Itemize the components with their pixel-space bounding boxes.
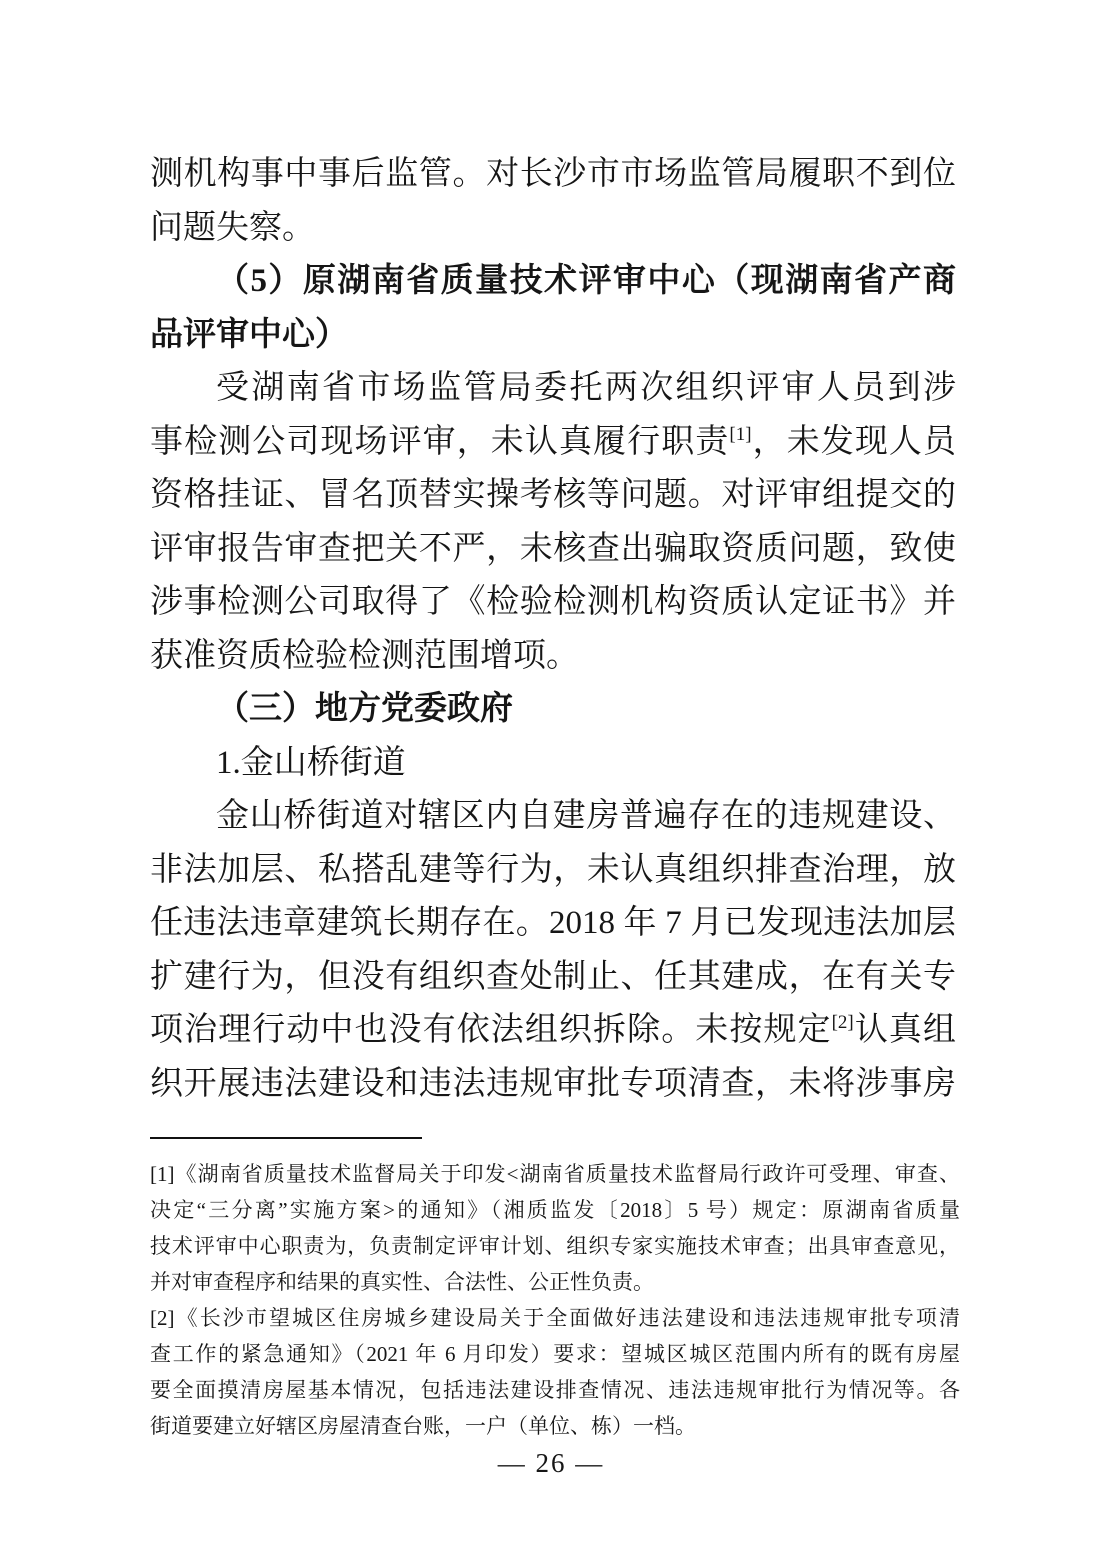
body-line-with-footnote-ref: [150, 1004, 956, 1058]
footnote-ref-2: [2]: [831, 1012, 854, 1033]
footnote-line: 并对审查程序和结果的真实性、合法性、公正性负责。: [150, 1270, 654, 1294]
body-line: 资格挂证、冒名顶替实操考核等问题。对评审组提交的: [150, 477, 956, 513]
footnote-line: 查工作的紧急通知》（2021 年 6 月印发）要求：望城区城区范围内所有的既有房屋: [150, 1342, 960, 1366]
footnote-ref-1: [1]: [729, 423, 752, 445]
body-line: 金山桥街道对辖区内自建房普遍存在的违规建设、: [216, 798, 956, 834]
footnote-line: 要全面摸清房屋基本情况，包括违法建设排查情况、违法违规审批行为情况等。各: [150, 1378, 960, 1402]
page-number: — 26 —: [497, 1448, 605, 1478]
footnote-line: 街道要建立好辖区房屋清查台账，一户（单位、栋）一档。: [150, 1414, 696, 1438]
body-line: 受湖南省市场监管局委托两次组织评审人员到涉: [216, 370, 956, 406]
body-line: 获准资质检验检测范围增项。: [150, 637, 579, 674]
body-line: 涉事检测公司取得了《检验检测机构资质认定证书》并: [150, 584, 956, 620]
body-line: 评审报告审查把关不严，未核查出骗取资质问题，致使: [150, 530, 956, 567]
footnotes-block: [150, 1156, 960, 1444]
body-line: 测机构事中事后监管。对长沙市市场监管局履职不到位: [150, 156, 956, 192]
body-line-text: ，未发现人员: [751, 423, 957, 460]
body-text-block: [150, 148, 956, 1111]
body-line: 扩建行为，但没有组织查处制止、任其建成，在有关专: [150, 958, 956, 995]
footnote-line: 决定“三分离”实施方案>的通知》（湘质监发〔2018〕5 号）规定：原湖南省质量: [150, 1198, 960, 1222]
footnote-line: [1]《湖南省质量技术监督局关于印发<湖南省质量技术监督局行政许可受理、审查、: [150, 1162, 960, 1186]
body-line: 非法加层、私搭乱建等行为，未认真组织排查治理，放: [150, 851, 956, 888]
body-line-text: 项治理行动中也没有依法组织拆除。未按规定: [150, 1012, 832, 1048]
body-line-text: 事检测公司现场评审，未认真履行职责: [150, 423, 730, 460]
body-line: 织开展违法建设和违法违规审批专项清查，未将涉事房: [150, 1065, 956, 1102]
heading-line: （5）原湖南省质量技术评审中心（现湖南省产商: [216, 263, 956, 299]
sub-heading: 1.金山桥街道: [216, 744, 406, 781]
heading-line: 品评审中心）: [150, 316, 348, 353]
section-heading: （三）地方党委政府: [216, 691, 513, 727]
footnote-separator: [150, 1137, 422, 1139]
body-line-with-footnote-ref: [150, 416, 956, 470]
body-line: 任违法违章建筑长期存在。2018 年 7 月已发现违法加层: [150, 905, 956, 941]
body-line: 问题失察。: [150, 209, 315, 246]
body-line-text: 认真组: [853, 1012, 957, 1048]
footnote-line: 技术评审中心职责为，负责制定评审计划、组织专家实施技术审查；出具审查意见，: [150, 1234, 960, 1258]
footnote-line: [2]《长沙市望城区住房城乡建设局关于全面做好违法建设和违法违规审批专项清: [150, 1306, 960, 1330]
